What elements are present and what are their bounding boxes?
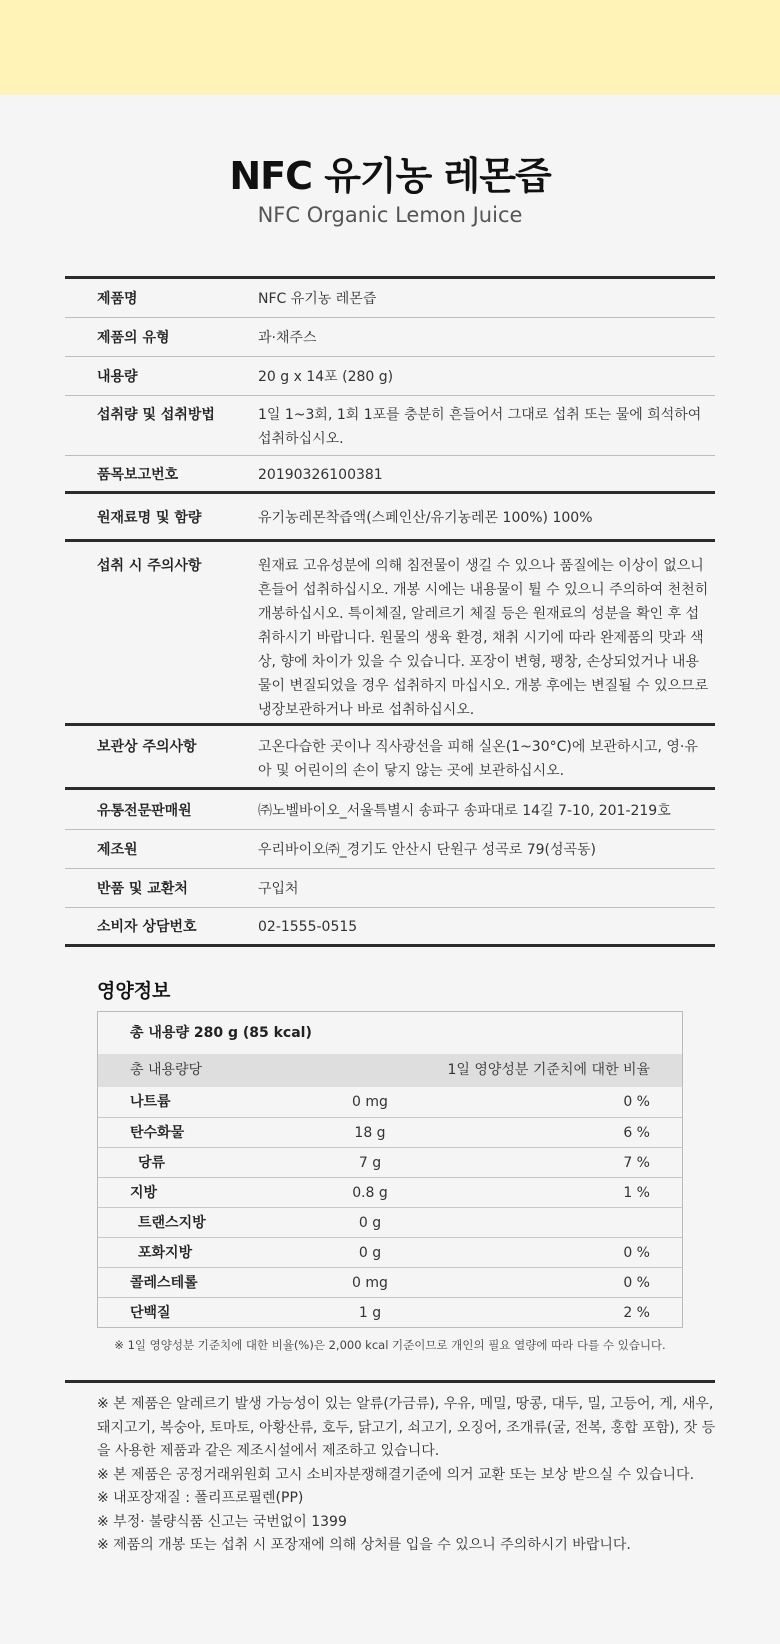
info-value: 유기농레몬착즙액(스페인산/유기농레몬 100%) 100% — [258, 510, 593, 526]
nutrition-total: 총 내용량 280 g (85 kcal) — [130, 1025, 312, 1041]
nutrient-name: 트랜스지방 — [138, 1215, 206, 1231]
nutrient-percent: 7 % — [623, 1155, 650, 1171]
nutrition-header-right: 1일 영양성분 기준치에 대한 비율 — [447, 1062, 650, 1078]
info-label: 원재료명 및 함량 — [97, 510, 202, 526]
nutrient-amount: 0 g — [358, 1245, 382, 1261]
nutrition-row — [98, 1297, 682, 1327]
nutrition-row — [98, 1177, 682, 1207]
info-row-report-number — [65, 456, 715, 494]
info-value: ㈜노벨바이오_서울특별시 송파구 송파대로 14길 7-10, 201-219호 — [258, 803, 671, 819]
nutrition-row — [98, 1207, 682, 1237]
info-label: 내용량 — [97, 369, 138, 385]
info-row-product-type — [65, 318, 715, 357]
notice-item: ※ 제품의 개봉 또는 섭취 시 포장재에 의해 상처를 입을 수 있으니 주의하시기 바랍니다. — [97, 1537, 631, 1553]
nutrition-row — [98, 1087, 682, 1117]
nutrient-amount: 7 g — [358, 1155, 382, 1171]
notice-item: ※ 본 제품은 공정거래위원회 고시 소비자분쟁해결기준에 의거 교환 또는 보상 받으실 수 있습니다. — [97, 1466, 695, 1483]
nutrition-row — [98, 1117, 682, 1147]
nutrient-amount: 0 mg — [352, 1094, 388, 1110]
info-label: 반품 및 교환처 — [97, 881, 188, 897]
nutrient-percent: 2 % — [623, 1305, 650, 1321]
page-subtitle: NFC Organic Lemon Juice — [257, 203, 523, 227]
section-divider — [65, 1380, 715, 1383]
nutrient-amount: 0 mg — [352, 1275, 388, 1291]
info-value: 20190326100381 — [258, 467, 383, 483]
nutrient-percent: 0 % — [623, 1245, 650, 1261]
info-label: 보관상 주의사항 — [97, 739, 197, 755]
info-value: 원재료 고유성분에 의해 침전물이 생길 수 있으나 품질에는 이상이 없으니 흔들어 섭취하십시오. 개봉 시에는 내용물이 튈 수 있으니 주의하여 천천히 개봉하십시오. 특이체질, 알레르기 체질 등은 원재료의 성분을 확인 후 섭취하시기 바랍니다. 원물의 생육 환경, 채취 시기에 따라 완제품의 맛과 색상, 향에 차이가 있을 수 있습니다. 포장이 변형, 팽창, 손상되었거나 내용물이 변질되었을 경우 섭취하지 마십시오. 개봉 후에는 변질될 수 있으므로 냉장보관하거나 바로 섭취하십시오. — [258, 558, 709, 718]
nutrition-rows — [98, 1087, 682, 1327]
info-value: NFC 유기농 레몬즙 — [258, 291, 377, 307]
nutrient-amount: 0.8 g — [352, 1185, 388, 1201]
nutrition-table — [97, 1011, 683, 1328]
product-info-table — [65, 276, 715, 947]
info-value: 고온다습한 곳이나 직사광선을 피해 실온(1~30°C)에 보관하시고, 영·유아 및 어린이의 손이 닿지 않는 곳에 보관하십시오. — [258, 739, 698, 779]
nutrition-header-left: 총 내용량당 — [130, 1062, 203, 1078]
info-row-return-exchange — [65, 869, 715, 908]
nutrient-name: 나트륨 — [130, 1094, 171, 1110]
info-label: 섭취 시 주의사항 — [97, 558, 202, 574]
nutrition-footnote: ※ 1일 영양성분 기준치에 대한 비율(%)은 2,000 kcal 기준이므로 개인의 필요 열량에 따라 다를 수 있습니다. — [114, 1338, 666, 1352]
nutrition-row — [98, 1147, 682, 1177]
info-row-consumer-phone — [65, 908, 715, 947]
notice-item: ※ 내포장재질 : 폴리프로필렌(PP) — [97, 1490, 304, 1506]
info-label: 유통전문판매원 — [97, 803, 192, 819]
nutrition-row — [98, 1267, 682, 1297]
notice-item: ※ 부정· 불량식품 신고는 국번없이 1399 — [97, 1513, 347, 1530]
nutrient-percent: 1 % — [623, 1185, 650, 1201]
info-value: 02-1555-0515 — [258, 919, 358, 935]
info-label: 제품의 유형 — [97, 330, 170, 346]
top-color-band — [0, 0, 780, 95]
info-row-intake-method — [65, 396, 715, 456]
nutrient-amount: 1 g — [358, 1305, 382, 1321]
nutrition-title: 영양정보 — [97, 980, 171, 1002]
info-label: 소비자 상담번호 — [97, 919, 197, 935]
info-label: 제조원 — [97, 842, 138, 858]
info-row-storage-caution — [65, 726, 715, 790]
info-row-manufacturer — [65, 830, 715, 869]
nutrient-name: 탄수화물 — [130, 1125, 185, 1141]
nutrition-header — [98, 1054, 682, 1087]
info-row-distributor — [65, 790, 715, 830]
notice-list — [97, 1393, 717, 1558]
info-label: 제품명 — [97, 291, 138, 307]
info-value: 과·채주스 — [258, 330, 317, 346]
nutrient-percent: 6 % — [623, 1125, 650, 1141]
info-row-ingredients — [65, 494, 715, 542]
info-label: 섭취량 및 섭취방법 — [97, 407, 215, 423]
nutrient-name: 콜레스테롤 — [130, 1275, 198, 1291]
nutrient-percent: 0 % — [623, 1094, 650, 1110]
nutrient-amount: 0 g — [358, 1215, 382, 1231]
nutrient-name: 단백질 — [130, 1305, 171, 1321]
info-row-intake-caution — [65, 542, 715, 726]
info-row-content-amount — [65, 357, 715, 396]
nutrient-name: 지방 — [130, 1185, 158, 1201]
info-label: 품목보고번호 — [97, 467, 179, 483]
nutrient-name: 당류 — [138, 1155, 166, 1171]
nutrient-percent: 0 % — [623, 1275, 650, 1291]
info-row-product-name — [65, 279, 715, 318]
notice-item: ※ 본 제품은 알레르기 발생 가능성이 있는 알류(가금류), 우유, 메밀, 땅콩, 대두, 밀, 고등어, 게, 새우, 돼지고기, 복숭아, 토마토, 아황산류, 호두, 닭고기, 쇠고기, 오징어, 조개류(굴, 전복, 홍합 포함), 잣 등을 사용한 제품과 같은 제조시설에서 제조하고 있습니다. — [97, 1396, 716, 1459]
info-value: 우리바이오㈜_경기도 안산시 단원구 성곡로 79(성곡동) — [258, 842, 597, 858]
page-title: NFC 유기농 레몬즙 — [229, 154, 551, 198]
info-value: 구입처 — [258, 881, 299, 897]
nutrient-amount: 18 g — [354, 1125, 386, 1141]
info-value: 1일 1~3회, 1회 1포를 충분히 흔들어서 그대로 섭취 또는 물에 희석하여 섭취하십시오. — [258, 407, 702, 447]
info-value: 20 g x 14포 (280 g) — [258, 369, 394, 385]
nutrition-row — [98, 1237, 682, 1267]
nutrient-name: 포화지방 — [138, 1245, 193, 1261]
